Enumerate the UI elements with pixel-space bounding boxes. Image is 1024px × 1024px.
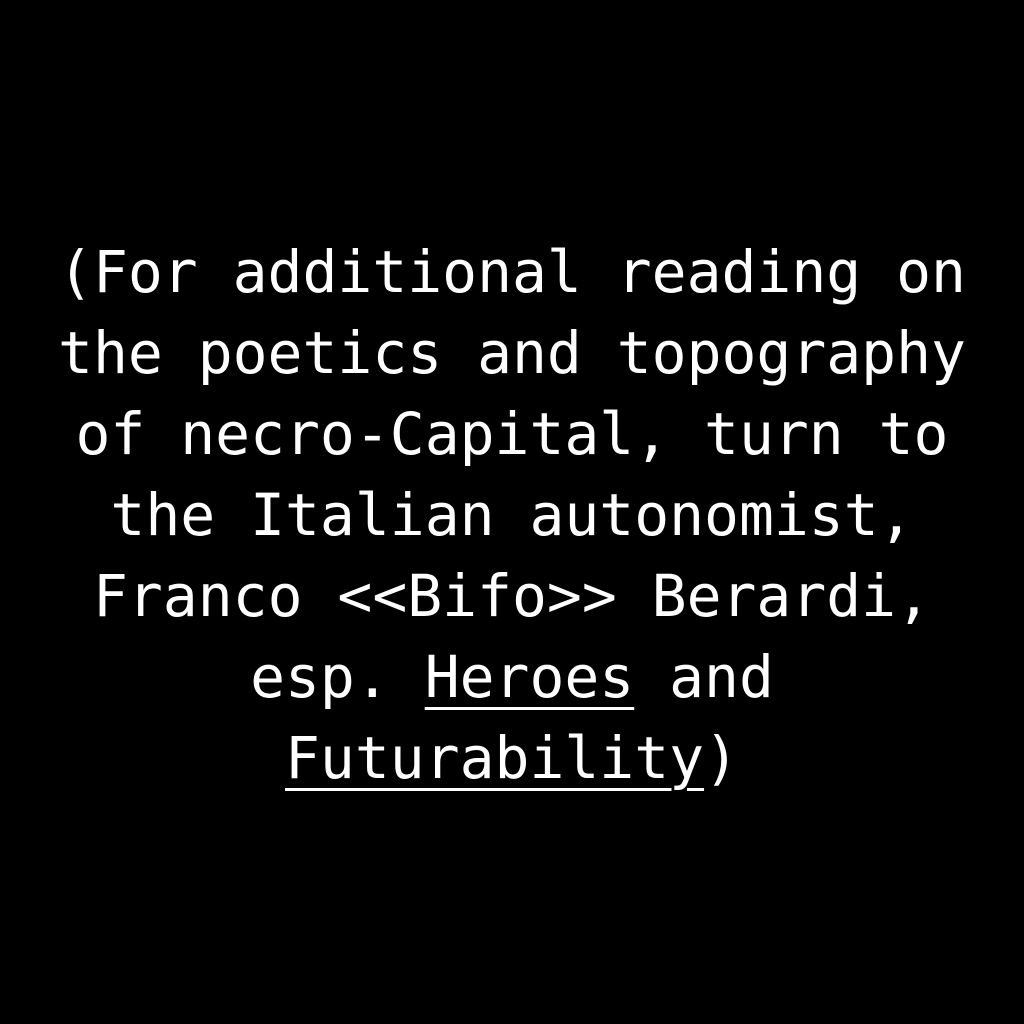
book-title-futurability: Futurability xyxy=(285,724,705,792)
note-line-4: the Italian autonomist, xyxy=(110,481,914,549)
note-line-1: (For additional reading on xyxy=(58,238,966,306)
closing-paren: ) xyxy=(704,724,739,792)
note-line-6-prefix: esp. xyxy=(250,643,425,711)
note-line-7 xyxy=(0,718,1024,799)
note-line-3: of necro-Capital, turn to xyxy=(75,400,949,468)
book-title-heroes: Heroes xyxy=(424,643,635,711)
note-line-6-suffix: and xyxy=(634,643,774,711)
note-line-5: Franco <<Bifo>> Berardi, xyxy=(92,562,932,630)
note-line-6 xyxy=(0,637,1024,718)
note-line-2: the poetics and topography xyxy=(58,319,966,387)
reading-note xyxy=(0,232,1024,799)
